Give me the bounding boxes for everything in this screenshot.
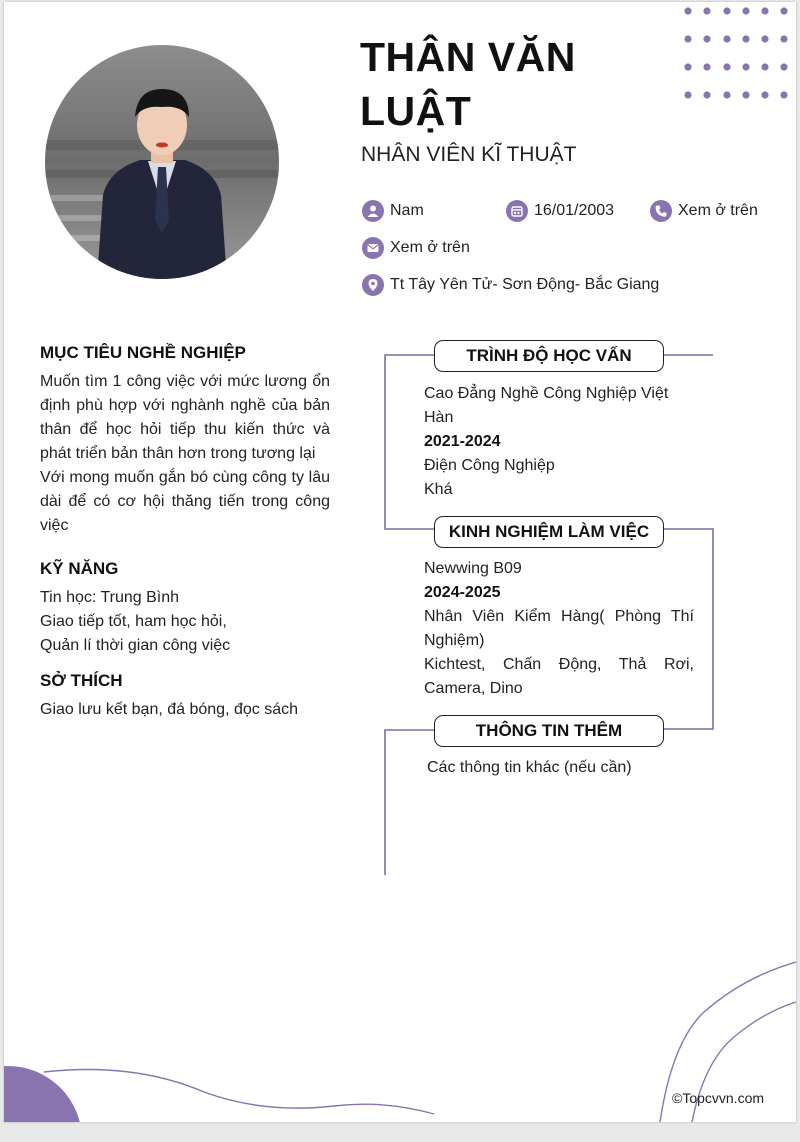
footer-brand: ©Topcvvn.com [672, 1090, 765, 1106]
name-line-2: LUẬT [360, 88, 472, 134]
cv-page [4, 2, 796, 1122]
experience-role-line-1: Nhân Viên Kiểm Hàng( Phòng Thí [424, 608, 694, 625]
extra-info-text: Các thông tin khác (nếu cần) [427, 759, 632, 776]
extra-info-heading: THÔNG TIN THÊM [434, 715, 664, 747]
experience-years: 2024-2025 [424, 584, 501, 601]
name-line-1: THÂN VĂN [360, 34, 576, 80]
education-years: 2021-2024 [424, 433, 501, 450]
hobbies-title: SỞ THÍCH [40, 671, 123, 690]
list-item: Quản lí thời gian công việc [40, 637, 231, 654]
birthday-value: 16/01/2003 [534, 202, 615, 219]
experience-tasks-line-1: Kichtest, Chấn Động, Thả Rơi, [424, 656, 694, 673]
phone-value: Xem ở trên [678, 202, 758, 219]
gender-value: Nam [390, 202, 424, 219]
address-value: Tt Tây Yên Tử- Sơn Động- Bắc Giang [390, 276, 660, 293]
education-school-line-1: Cao Đẳng Nghề Công Nghiệp Việt [424, 385, 669, 402]
skills-title: KỸ NĂNG [40, 559, 119, 578]
job-title: NHÂN VIÊN KĨ THUẬT [361, 143, 577, 166]
experience-tasks-line-2: Camera, Dino [424, 680, 523, 697]
education-major: Điện Công Nghiệp [424, 457, 555, 474]
wave-decoration [4, 2, 796, 1122]
experience-heading: KINH NGHIỆM LÀM VIỆC [434, 516, 664, 548]
email-value: Xem ở trên [390, 239, 470, 256]
education-heading: TRÌNH ĐỘ HỌC VẤN [434, 340, 664, 372]
objective-paragraph-2: Với mong muốn gắn bó cùng công ty lâu dài để có cơ hội thăng tiến trong công việc [40, 469, 330, 534]
list-item: Tin học: Trung Bình [40, 589, 180, 606]
list-item: Giao tiếp tốt, ham học hỏi, [40, 613, 227, 630]
objective-paragraph-1: Muốn tìm 1 công việc với mức lương ổn định phù hợp với nghành nghề của bản thân để học hỏi tiếp thu kiến thức và phát triển bản thân hơn trong tương lại [40, 373, 330, 462]
experience-role-line-2: Nghiệm) [424, 632, 485, 649]
objective-title: MỤC TIÊU NGHỀ NGHIỆP [40, 343, 246, 362]
hobbies-text: Giao lưu kết bạn, đá bóng, đọc sách [40, 701, 298, 718]
experience-company: Newwing B09 [424, 560, 522, 577]
education-school-line-2: Hàn [424, 409, 454, 426]
education-grade: Khá [424, 481, 453, 498]
